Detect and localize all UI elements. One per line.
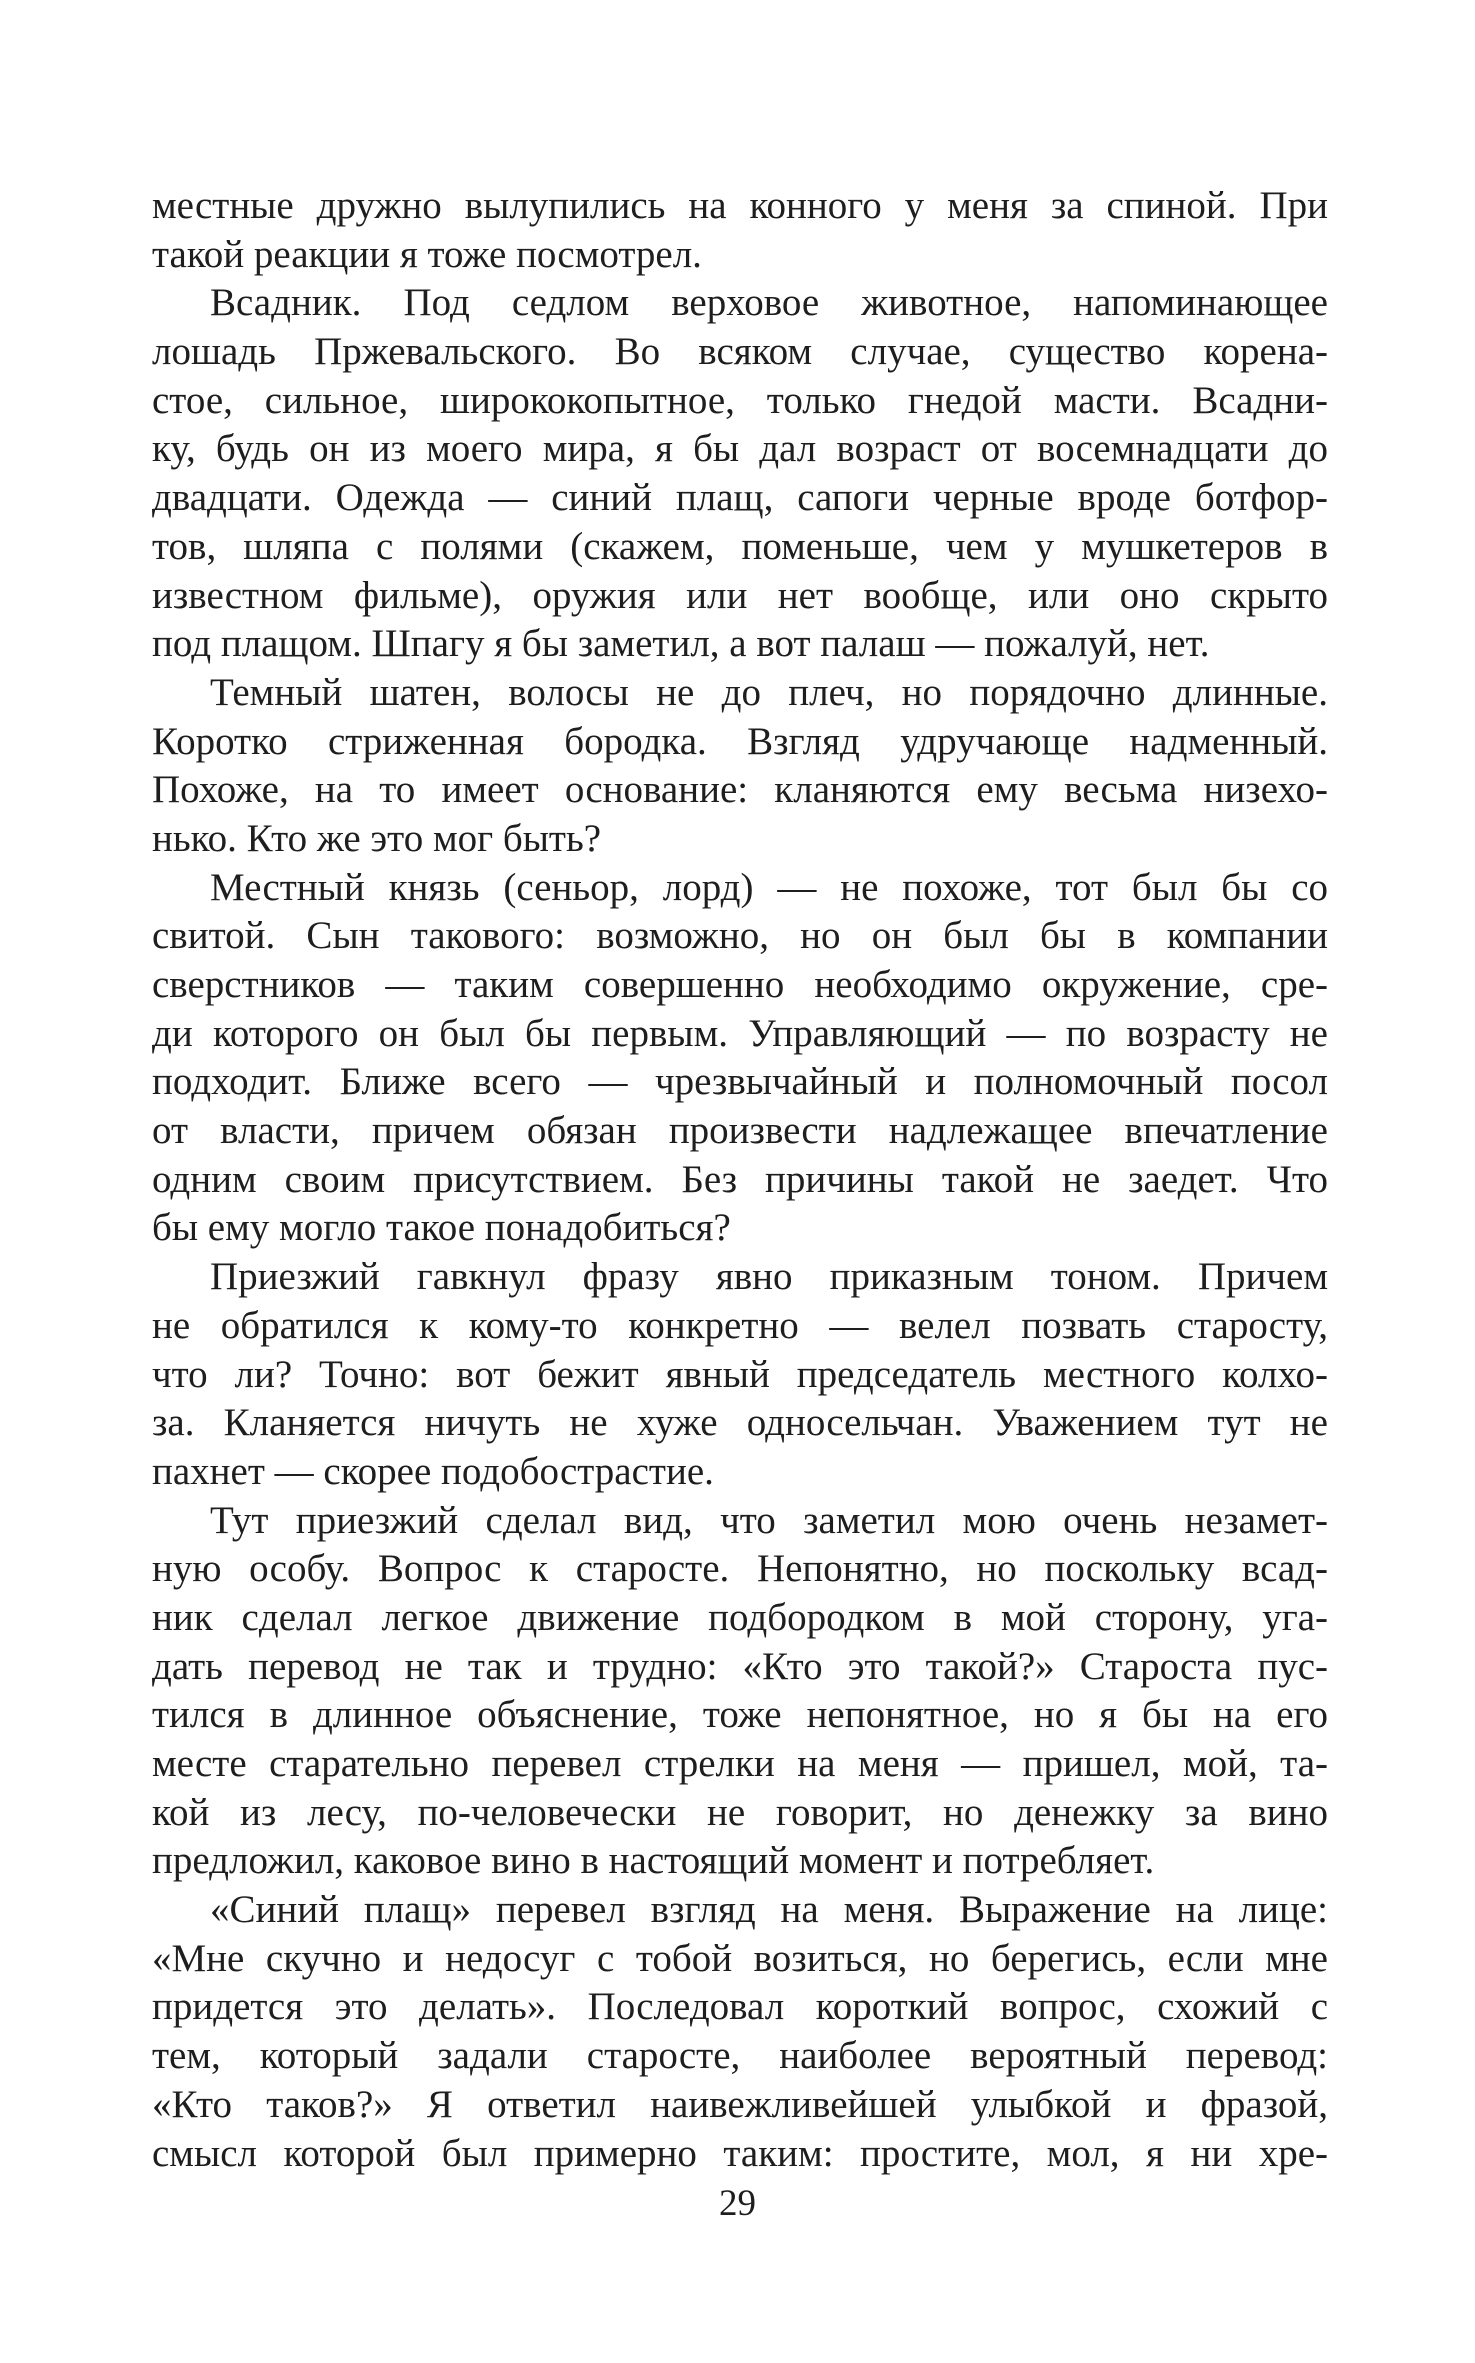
text-line: не обратился к кому-то конкретно — велел позвать старосту, bbox=[152, 1303, 1328, 1347]
text-line: за. Кланяется ничуть не хуже односельчан. Уважением тут не bbox=[152, 1401, 1328, 1445]
text-line: Похоже, на то имеет основание: кланяются ему весьма низехо- bbox=[152, 768, 1328, 812]
text-line: смысл которой был примерно таким: простите, мол, я ни хре- bbox=[152, 2131, 1328, 2175]
text-line: подходит. Ближе всего — чрезвычайный и полномочный посол bbox=[152, 1060, 1328, 1104]
text-line: ную особу. Вопрос к старосте. Непонятно, но поскольку всад- bbox=[152, 1547, 1328, 1591]
text-line: сверстников — таким совершенно необходимо окружение, сре- bbox=[152, 963, 1328, 1006]
text-line: лошадь Пржевальского. Во всяком случае, существо корена- bbox=[152, 330, 1328, 374]
text-line: местные дружно вылупились на конного у меня за спиной. При bbox=[152, 184, 1328, 227]
text-line: такой реакции я тоже посмотрел. bbox=[152, 232, 702, 276]
text-line: ку, будь он из моего мира, я бы дал возраст от восемнадцати до bbox=[152, 427, 1328, 471]
text-line: дать перевод не так и трудно: «Кто это такой?» Староста пус- bbox=[152, 1644, 1328, 1688]
text-line: свитой. Сын такового: возможно, но он был бы в компании bbox=[152, 914, 1328, 958]
text-line: тился в длинное объяснение, тоже непонятное, но я бы на его bbox=[152, 1693, 1328, 1737]
text-line: «Синий плащ» перевел взгляд на меня. Выражение на лице: bbox=[210, 1888, 1328, 1932]
text-line: кой из лесу, по-человечески не говорит, но денежку за вино bbox=[152, 1790, 1328, 1834]
text-line: «Кто таков?» Я ответил наивежливейшей улыбкой и фразой, bbox=[152, 2082, 1328, 2126]
text-line: Местный князь (сеньор, лорд) — не похоже, тот был бы со bbox=[210, 865, 1328, 909]
text-line: стое, сильное, ширококопытное, только гнедой масти. Всадни- bbox=[152, 378, 1328, 422]
text-line: от власти, причем обязан произвести надлежащее впечатление bbox=[152, 1109, 1328, 1153]
text-line: ник сделал легкое движение подбородком в мой сторону, уга- bbox=[152, 1595, 1328, 1639]
text-line: придется это делать». Последовал короткий вопрос, схожий с bbox=[152, 1985, 1328, 2029]
text-line: пахнет — скорее подобострастие. bbox=[152, 1449, 714, 1493]
text-line: Тут приезжий сделал вид, что заметил мою очень незамет- bbox=[210, 1498, 1328, 1542]
page-number: 29 bbox=[719, 2183, 756, 2224]
text-line: «Мне скучно и недосуг с тобой возиться, но берегись, если мне bbox=[152, 1936, 1328, 1980]
text-line: Приезжий гавкнул фразу явно приказным тоном. Причем bbox=[210, 1255, 1328, 1299]
text-line: Темный шатен, волосы не до плеч, но порядочно длинные. bbox=[210, 670, 1328, 714]
text-line: двадцати. Одежда — синий плащ, сапоги черные вроде ботфор- bbox=[152, 476, 1328, 520]
text-line: известном фильме), оружия или нет вообще, или оно скрыто bbox=[152, 573, 1328, 617]
text-line: нько. Кто же это мог быть? bbox=[152, 816, 602, 860]
text-line: тем, который задали старосте, наиболее вероятный перевод: bbox=[152, 2034, 1328, 2078]
text-line: Коротко стриженная бородка. Взгляд удручающе надменный. bbox=[152, 719, 1328, 763]
text-line: ди которого он был бы первым. Управляющий — по возрасту не bbox=[152, 1011, 1328, 1055]
text-line: месте старательно перевел стрелки на меня — пришел, мой, та- bbox=[152, 1742, 1328, 1785]
text-line: тов, шляпа с полями (скажем, поменьше, чем у мушкетеров в bbox=[152, 524, 1328, 568]
text-line: Всадник. Под седлом верховое животное, напоминающее bbox=[210, 281, 1328, 325]
text-line: бы ему могло такое понадобиться? bbox=[152, 1206, 731, 1250]
text-line: под плащом. Шпагу я бы заметил, а вот палаш — пожалуй, нет. bbox=[152, 622, 1210, 666]
text-line: одним своим присутствием. Без причины такой не заедет. Что bbox=[152, 1157, 1328, 1201]
text-line: что ли? Точно: вот бежит явный председатель местного колхо- bbox=[152, 1352, 1328, 1396]
text-line: предложил, каковое вино в настоящий момент и потребляет. bbox=[152, 1839, 1155, 1883]
body-text bbox=[152, 182, 1328, 2178]
